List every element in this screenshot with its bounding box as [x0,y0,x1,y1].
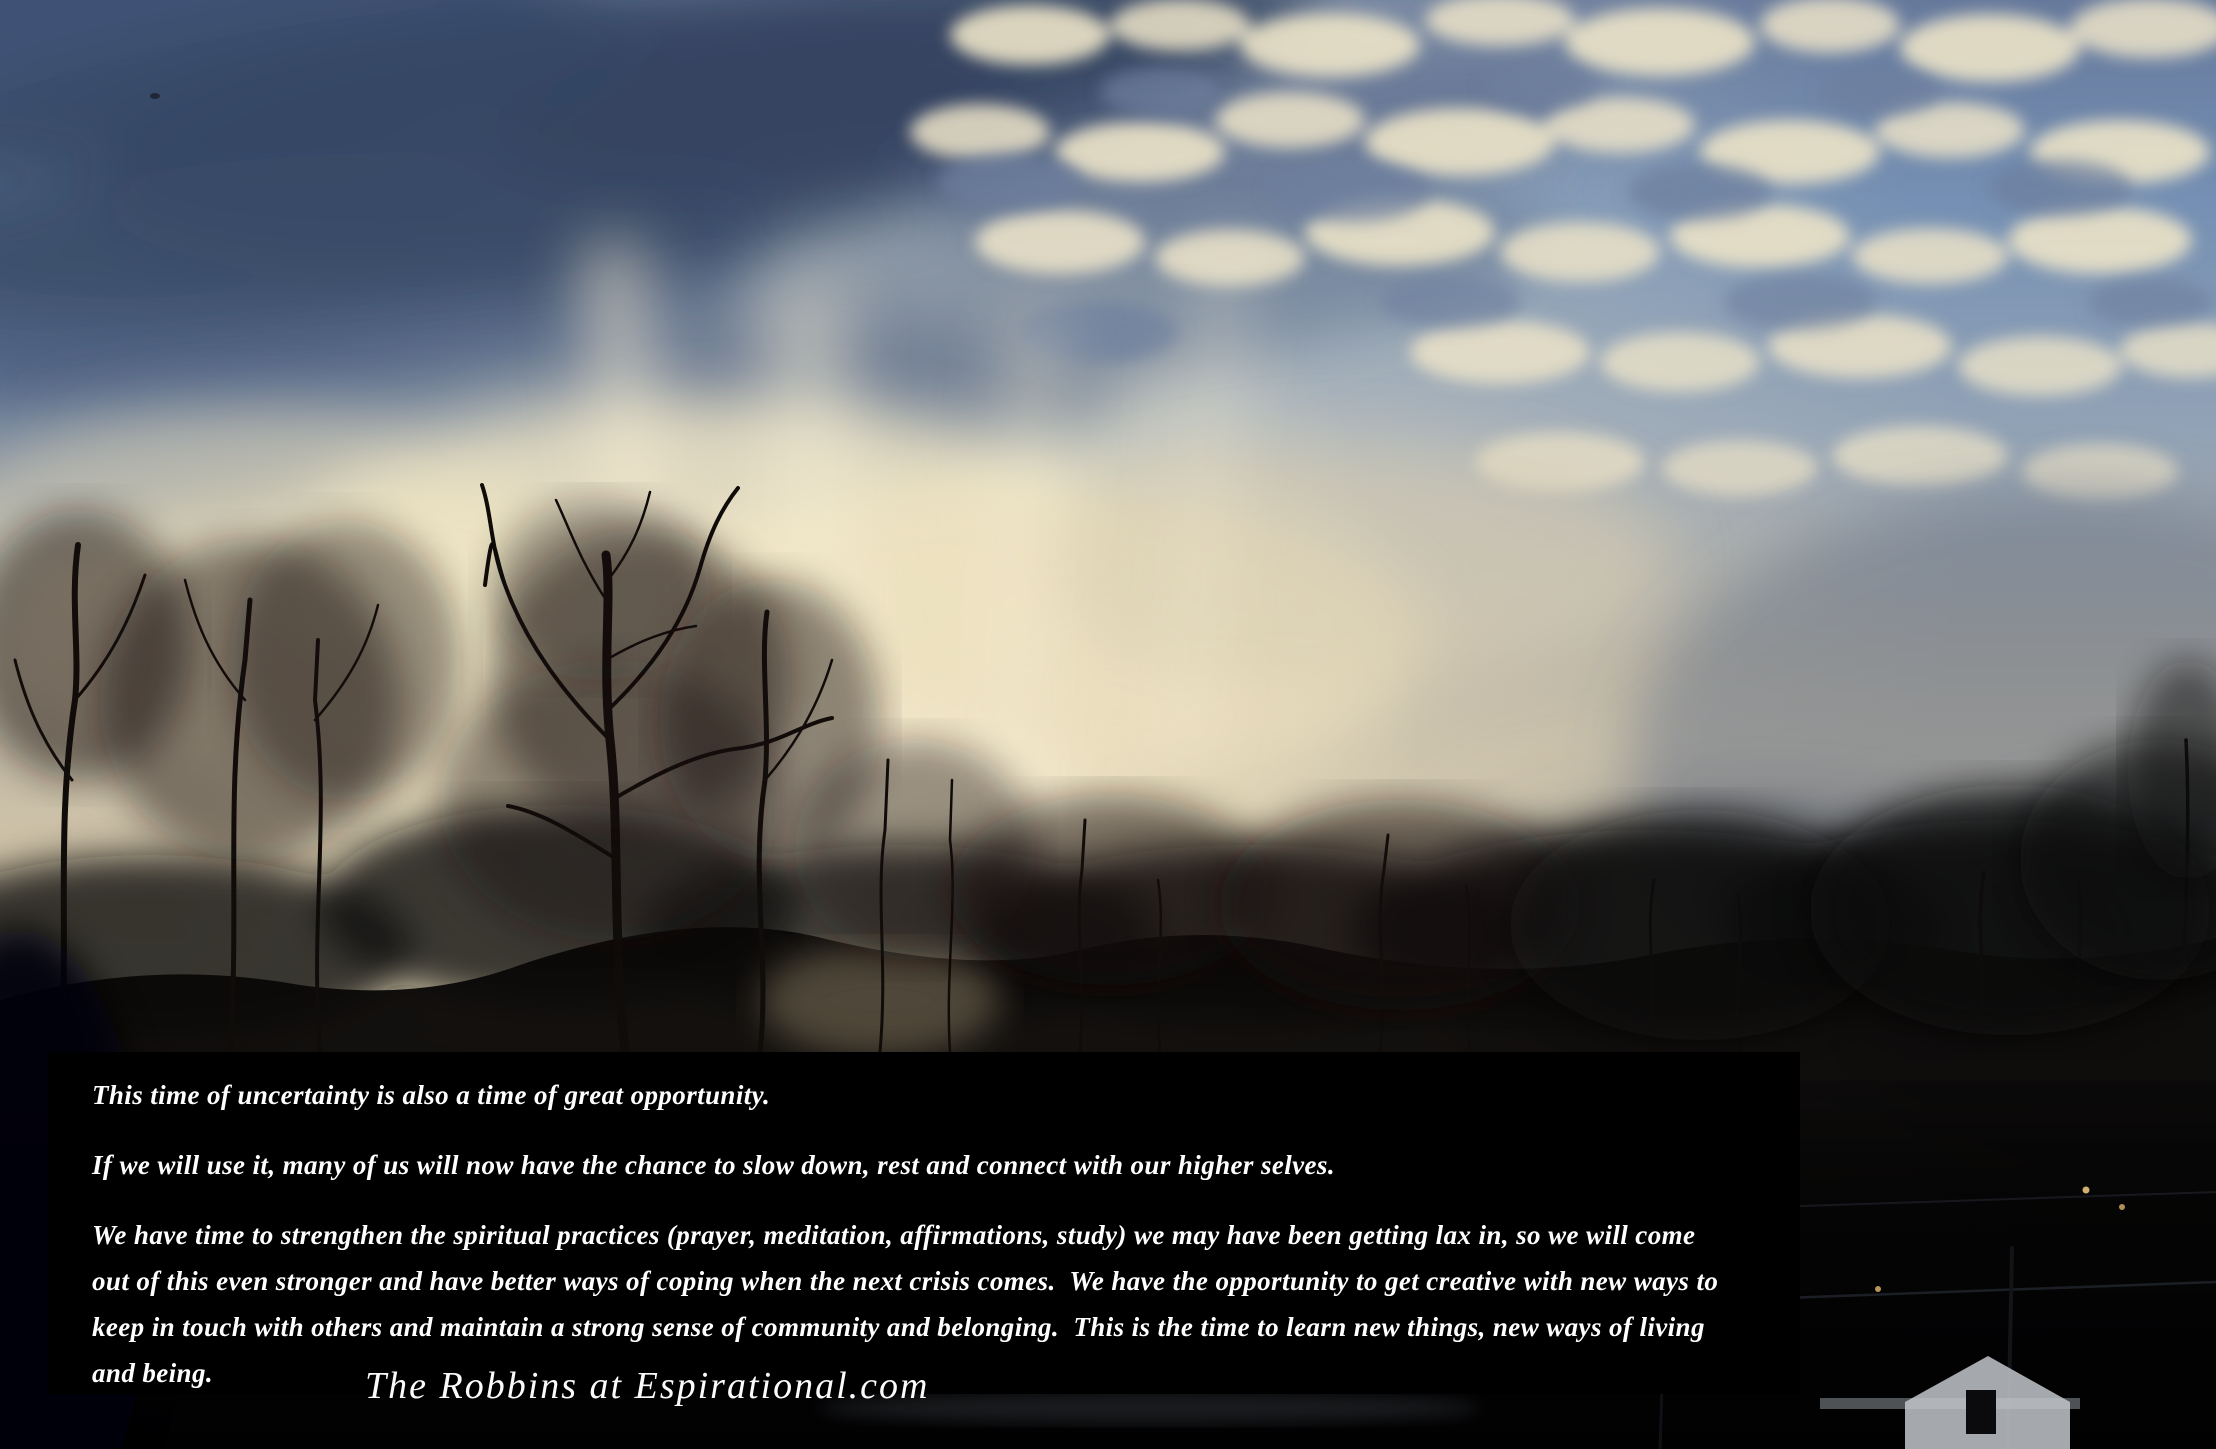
quote-paragraph [92,1142,1790,1188]
quote-line: keep in touch with others and maintain a strong sense of community and belonging. This is the time to learn new things, new ways of living [92,1312,1705,1342]
quote-overlay [48,1052,1800,1394]
quote-line: and being. [92,1358,214,1388]
quote-line: We have time to strengthen the spiritual practices (prayer, meditation, affirmations, study) we may have been getting lax in, so we will come [92,1220,1696,1250]
bird-speck [150,93,160,99]
quote-paragraph [92,1072,1790,1118]
quote-line: If we will use it, many of us will now have the chance to slow down, rest and connect with our higher selves. [92,1150,1335,1180]
quote-line: out of this even stronger and have better ways of coping when the next crisis comes. We have the opportunity to get creative with new ways to [92,1266,1719,1296]
quote-line: This time of uncertainty is also a time of great opportunity. [92,1080,771,1110]
credit-watermark: The Robbins at Espirational.com [365,1365,930,1407]
quote-paragraph [92,1212,1790,1396]
